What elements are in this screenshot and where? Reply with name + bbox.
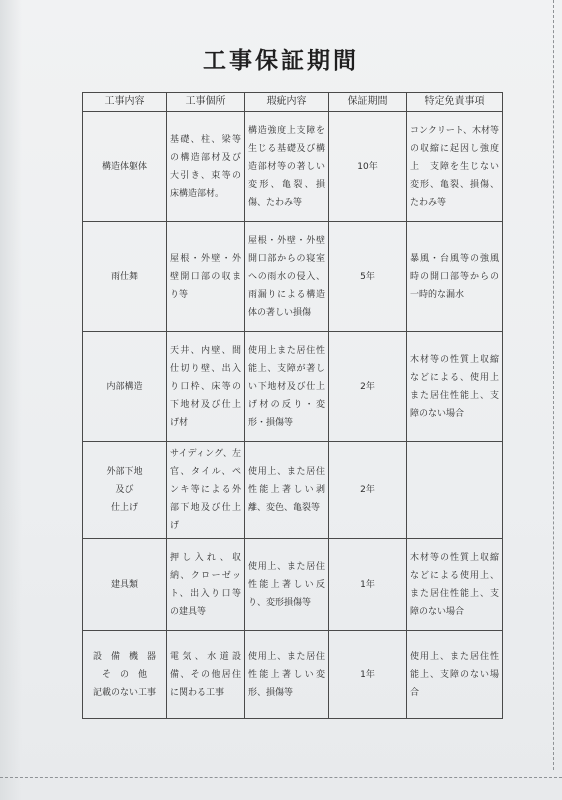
row-item-line: そ の 他: [101, 669, 147, 680]
row-period: 2年: [329, 442, 407, 539]
table-header-row: [83, 93, 503, 112]
row-exemption: 木材等の性質上収縮などによる使用上、また居住性能上、支障のない場合: [407, 539, 503, 631]
table-row: [83, 442, 503, 539]
row-item-line: 外部下地: [106, 467, 143, 477]
row-exemption: [407, 442, 503, 539]
row-defect: 使用上、また居住性能上著しい剥離、変色、亀裂等: [245, 442, 329, 539]
row-location: 天井、内壁、間仕切り壁、出入り口枠、床等の下地材及び仕上げ材: [167, 332, 245, 442]
table-row: [83, 631, 503, 719]
row-exemption: 暴風・台風等の強風時の開口部等からの一時的な漏水: [407, 222, 503, 332]
row-exemption: 使用上、また居住性能上、支障のない場合: [407, 631, 503, 719]
row-item: 内部構造: [83, 332, 167, 442]
header-work-content: 工事内容: [83, 93, 167, 112]
row-item-line: 仕上げ: [110, 503, 138, 513]
row-item-line: 設 備 機 器: [92, 651, 156, 662]
row-item: 構造体躯体: [83, 112, 167, 222]
row-location: 基礎、柱、梁等の構造部材及び大引き、束等の床構造部材。: [167, 112, 245, 222]
row-period: 10年: [329, 112, 407, 222]
row-defect: 使用上、また居住性能上著しい反り、変形損傷等: [245, 539, 329, 631]
row-exemption: 木材等の性質上収縮などによる、使用上また居住性能上、支障のない場合: [407, 332, 503, 442]
row-defect: 構造強度上支障を生じる基礎及び構造部材等の著しい変形、亀裂、損傷、たわみ等: [245, 112, 329, 222]
row-location: 電気、水道設備、その他居住に関わる工事: [167, 631, 245, 719]
table-row: [83, 539, 503, 631]
row-period: 1年: [329, 631, 407, 719]
row-period: 5年: [329, 222, 407, 332]
page-title: 工事保証期間: [203, 48, 359, 74]
row-item: [83, 631, 167, 719]
warranty-table: [82, 92, 503, 719]
perforation-line-bottom: [0, 777, 562, 778]
row-defect: 使用上また居住性能上、支障が著しい下地材及び仕上げ材の反り・変形・損傷等: [245, 332, 329, 442]
perforation-line-right: [553, 0, 554, 770]
row-item-line: 記載のない工事: [92, 687, 156, 698]
row-period: 2年: [329, 332, 407, 442]
row-exemption: コンクリート、木材等の収縮に起因し強度上 支障を生じない変形、亀裂、損傷、たわみ等: [407, 112, 503, 222]
header-work-location: 工事個所: [167, 93, 245, 112]
table-row: [83, 222, 503, 332]
header-defect-content: 瑕疵内容: [245, 93, 329, 112]
row-item: 雨仕舞: [83, 222, 167, 332]
row-defect: 使用上、また居住性能上著しい変形、損傷等: [245, 631, 329, 719]
row-item-line: 及び: [115, 485, 134, 495]
row-item: [83, 442, 167, 539]
header-exemptions: 特定免責事項: [407, 93, 503, 112]
table-row: [83, 112, 503, 222]
row-location: 押し入れ、収納、クローゼット、出入り口等の建具等: [167, 539, 245, 631]
page-fold-shadow: [0, 0, 22, 800]
row-location: 屋根・外壁・外壁開口部の収まり等: [167, 222, 245, 332]
row-defect: 屋根・外壁・外壁開口部からの寝室への雨水の侵入、雨漏りによる構造体の著しい損傷: [245, 222, 329, 332]
row-period: 1年: [329, 539, 407, 631]
row-item: 建具類: [83, 539, 167, 631]
table-row: [83, 332, 503, 442]
header-warranty-period: 保証期間: [329, 93, 407, 112]
row-location: サイディング、左官、タイル、ペンキ等による外部下地及び仕上げ: [167, 442, 245, 539]
